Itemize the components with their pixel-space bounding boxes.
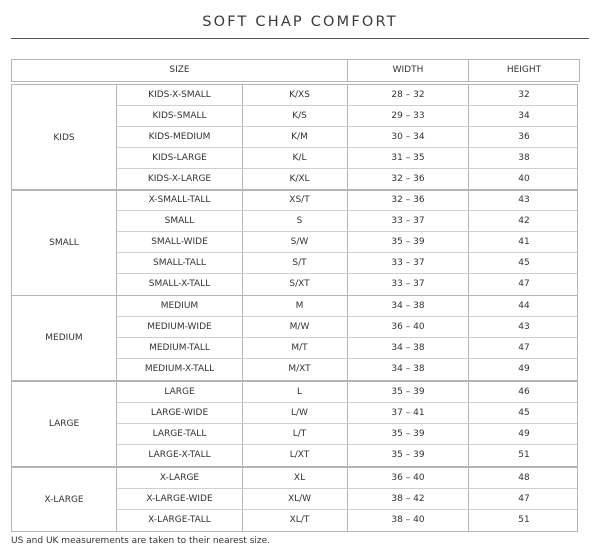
table-cell-width: 33 – 37 — [391, 279, 425, 289]
table-cell-name: X-LARGE-TALL — [148, 515, 211, 525]
group-label: X-LARGE — [44, 494, 84, 505]
table-cell-height: 51 — [518, 515, 530, 525]
table-cell-name: KIDS-X-SMALL — [148, 90, 211, 100]
table-cell-height: 38 — [518, 153, 530, 163]
table-cell-name: SMALL-TALL — [153, 258, 206, 268]
table-cell-height: 49 — [518, 429, 530, 439]
table-cell-code: K/M — [291, 132, 308, 142]
table-cell-height: 49 — [518, 364, 530, 374]
table-cell-code: S/T — [292, 258, 307, 268]
table-cell-code: M — [295, 301, 304, 311]
table-cell-height: 44 — [518, 301, 530, 311]
table-cell-width: 34 – 38 — [391, 343, 425, 353]
table-cell-width: 29 – 33 — [391, 111, 425, 121]
table-cell-height: 34 — [518, 111, 530, 121]
table-cell-height: 43 — [518, 322, 530, 332]
table-cell-name: MEDIUM-TALL — [149, 343, 210, 353]
table-cell-width: 30 – 34 — [391, 132, 425, 142]
table-cell-width: 37 – 41 — [391, 408, 425, 418]
table-cell-name: SMALL-WIDE — [151, 237, 208, 247]
table-cell-code: L/W — [291, 408, 308, 418]
table-cell-name: X-SMALL-TALL — [148, 195, 211, 205]
table-cell-width: 35 – 39 — [391, 429, 425, 439]
table-cell-height: 48 — [518, 473, 530, 483]
header-width: WIDTH — [392, 65, 424, 75]
table-cell-name: X-LARGE — [159, 473, 200, 483]
size-group — [11, 381, 578, 467]
header-height: HEIGHT — [506, 65, 542, 75]
table-cell-code: S/XT — [289, 279, 310, 289]
title-underline — [11, 38, 589, 39]
table-cell-name: X-LARGE-WIDE — [146, 494, 213, 504]
group-label: SMALL — [49, 237, 79, 248]
table-cell-height: 42 — [518, 216, 530, 226]
table-cell-name: LARGE-WIDE — [150, 408, 209, 418]
page-title: SOFT CHAP COMFORT — [202, 14, 398, 30]
table-cell-name: MEDIUM — [160, 301, 199, 311]
table-cell-height: 47 — [518, 494, 530, 504]
table-cell-name: KIDS-MEDIUM — [148, 132, 211, 142]
table-cell-code: XL/W — [287, 494, 312, 504]
table-cell-name: SMALL — [164, 216, 195, 226]
group-label: KIDS — [53, 132, 75, 143]
table-cell-width: 28 – 32 — [391, 90, 425, 100]
table-cell-code: XS/T — [289, 195, 310, 205]
table-cell-height: 40 — [518, 174, 530, 184]
table-cell-height: 32 — [518, 90, 530, 100]
table-cell-code: K/XS — [289, 90, 310, 100]
table-cell-width: 33 – 37 — [391, 258, 425, 268]
table-cell-code: S/W — [290, 237, 309, 247]
table-cell-width: 35 – 39 — [391, 387, 425, 397]
table-cell-width: 32 – 36 — [391, 174, 425, 184]
table-cell-width: 34 – 38 — [391, 364, 425, 374]
table-cell-width: 31 – 35 — [391, 153, 425, 163]
table-cell-code: L/XT — [289, 450, 310, 460]
table-cell-height: 43 — [518, 195, 530, 205]
table-cell-name: KIDS-LARGE — [152, 153, 207, 163]
table-cell-height: 36 — [518, 132, 530, 142]
footnote: US and UK measurements are taken to their nearest size. — [11, 536, 271, 546]
table-cell-height: 46 — [518, 387, 530, 397]
table-cell-code: L — [296, 387, 302, 397]
table-cell-name: KIDS-SMALL — [152, 111, 207, 121]
table-cell-width: 36 – 40 — [391, 473, 425, 483]
table-cell-height: 45 — [518, 408, 530, 418]
table-cell-code: S — [296, 216, 303, 226]
table-cell-width: 35 – 39 — [391, 450, 425, 460]
group-label: MEDIUM — [45, 333, 83, 343]
table-cell-code: XL/T — [289, 515, 310, 525]
size-group — [11, 189, 578, 296]
table-cell-height: 47 — [518, 343, 530, 353]
table-cell-code: L/T — [292, 429, 307, 439]
table-header — [11, 59, 580, 82]
table-cell-name: MEDIUM-X-TALL — [144, 364, 215, 374]
size-group — [11, 295, 578, 381]
table-cell-name: KIDS-X-LARGE — [147, 174, 212, 184]
table-cell-name: SMALL-X-TALL — [148, 279, 211, 289]
table-cell-width: 38 – 42 — [391, 494, 425, 504]
table-cell-code: M/XT — [288, 364, 311, 374]
table-cell-height: 51 — [518, 450, 530, 460]
table-cell-width: 36 – 40 — [391, 322, 425, 332]
table-cell-code: K/S — [292, 111, 307, 121]
size-group — [11, 467, 578, 532]
table-cell-code: M/T — [291, 343, 308, 353]
table-cell-code: M/W — [289, 322, 310, 332]
table-cell-name: MEDIUM-WIDE — [147, 322, 212, 332]
table-cell-height: 41 — [518, 237, 530, 247]
table-cell-width: 33 – 37 — [391, 216, 425, 226]
group-label: LARGE — [48, 419, 80, 429]
table-cell-code: K/XL — [289, 174, 310, 184]
table-cell-height: 45 — [518, 258, 530, 268]
table-cell-width: 38 – 40 — [391, 515, 425, 525]
table-cell-name: LARGE — [164, 387, 195, 397]
size-group — [11, 84, 578, 191]
header-size: SIZE — [169, 65, 190, 75]
table-cell-width: 32 – 36 — [391, 195, 425, 205]
table-cell-name: LARGE-TALL — [152, 429, 207, 439]
table-cell-name: LARGE-X-TALL — [148, 450, 211, 460]
table-cell-width: 35 – 39 — [391, 237, 425, 247]
table-cell-code: K/L — [292, 153, 307, 163]
table-cell-width: 34 – 38 — [391, 301, 425, 311]
table-cell-height: 47 — [518, 279, 530, 289]
table-cell-code: XL — [293, 473, 306, 483]
